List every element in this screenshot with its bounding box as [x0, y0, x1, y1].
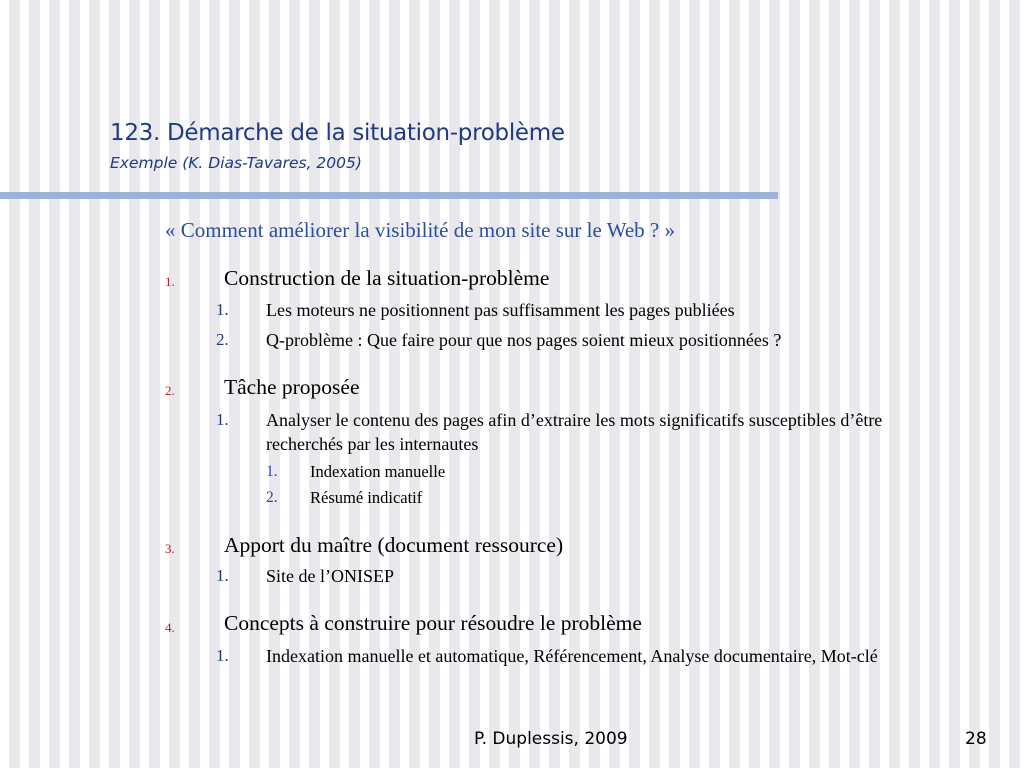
- section-number: 3.: [165, 541, 175, 556]
- item-text: Les moteurs ne positionnent pas suffisamment les pages publiées: [266, 300, 735, 320]
- item-number: 2.: [216, 330, 229, 349]
- slide-quote: « Comment améliorer la visibilité de mon site sur le Web ? »: [165, 218, 675, 242]
- page-number: 28: [965, 729, 987, 749]
- title-divider: [0, 192, 778, 199]
- slide-title: 123. Démarche de la situation-problème: [110, 120, 565, 146]
- subitem-text: Résumé indicatif: [310, 488, 423, 507]
- section-heading: Concepts à construire pour résoudre le problème: [224, 611, 642, 635]
- section-heading: Construction de la situation-problème: [224, 266, 550, 290]
- subitem-text: Indexation manuelle: [310, 462, 446, 481]
- section-number: 4.: [165, 620, 175, 635]
- item-text: Analyser le contenu des pages afin d’extraire les mots significatifs susceptibles d’être recherchés par les internautes: [266, 410, 883, 454]
- subitem-number: 1.: [266, 463, 278, 480]
- item-text: Site de l’ONISEP: [266, 566, 394, 586]
- item-number: 1.: [216, 410, 229, 429]
- section-number: 1.: [165, 274, 175, 289]
- item-text: Indexation manuelle et automatique, Référencement, Analyse documentaire, Mot-clé: [266, 646, 878, 666]
- section-heading: Tâche proposée: [224, 375, 360, 399]
- item-number: 1.: [216, 566, 229, 585]
- slide-subtitle: Exemple (K. Dias-Tavares, 2005): [110, 154, 362, 172]
- section-heading: Apport du maître (document ressource): [224, 533, 564, 557]
- footer-author: P. Duplessis, 2009: [474, 729, 628, 749]
- item-number: 1.: [216, 646, 229, 665]
- subitem-number: 2.: [266, 489, 278, 506]
- item-number: 1.: [216, 300, 229, 319]
- section-number: 2.: [165, 383, 175, 398]
- item-text: Q-problème : Que faire pour que nos pages soient mieux positionnées ?: [266, 330, 782, 350]
